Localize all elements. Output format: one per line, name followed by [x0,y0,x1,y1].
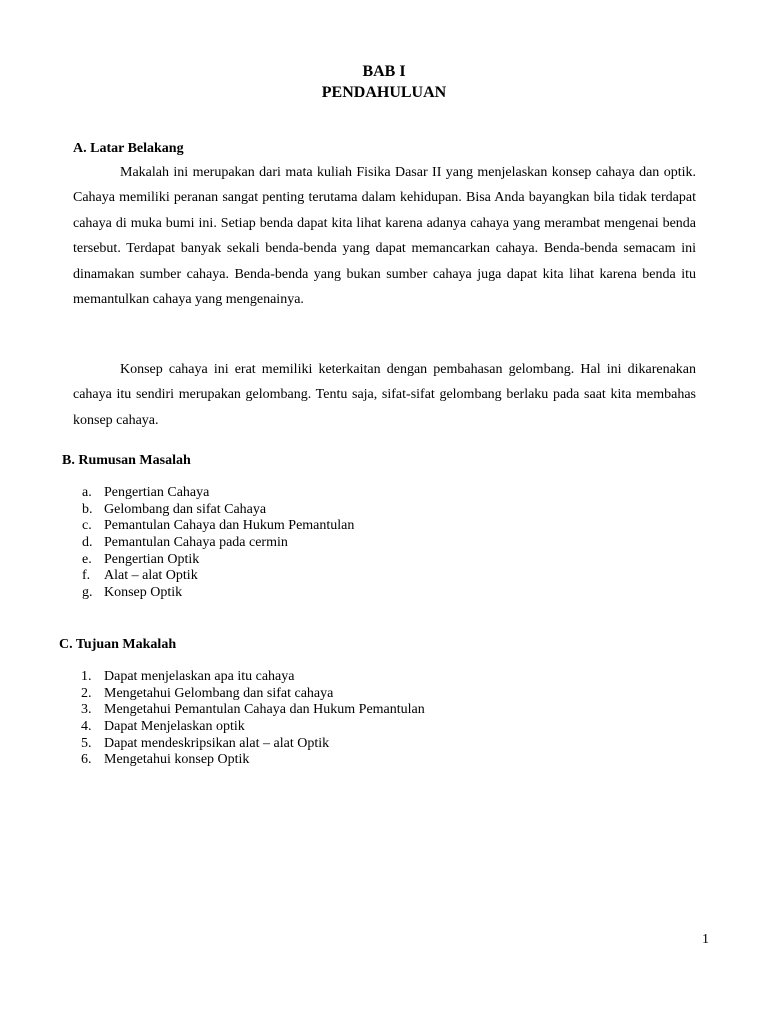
list-marker: e. [82,551,92,567]
chapter-heading [0,61,768,103]
list-marker: b. [82,501,93,517]
list-marker: f. [82,568,91,584]
list-item [0,502,768,519]
list-item-text: Dapat menjelaskan apa itu cahaya [104,669,295,684]
list-item-text: Mengetahui konsep Optik [104,752,250,768]
list-item-text: Dapat Menjelaskan optik [104,719,245,735]
section-a-heading: A. Latar Belakang [73,141,184,156]
chapter-number: BAB I [362,63,406,80]
list-item-text: Pemantulan Cahaya pada cermin [104,535,288,551]
list-item [0,518,768,535]
list-item-text: Mengetahui Pemantulan Cahaya dan Hukum Pemantulan [104,702,425,718]
list-item [0,736,768,753]
list-marker: 6. [81,752,92,768]
list-marker: d. [82,535,93,551]
chapter-title: PENDAHULUAN [321,84,447,101]
list-item [0,485,768,502]
list-item [0,702,768,719]
list-marker: c. [82,518,92,534]
list-marker: 4. [81,719,92,735]
list-item-text: Konsep Optik [104,585,183,601]
list-item-text: Pemantulan Cahaya dan Hukum Pemantulan [104,518,355,534]
list-item-text: Gelombang dan sifat Cahaya [104,501,267,517]
list-item [0,535,768,552]
problem-list [0,485,768,602]
list-marker: 3. [81,702,92,718]
list-item [0,669,768,686]
section-c-heading: C. Tujuan Makalah [59,637,177,652]
list-item [0,686,768,703]
list-item-text: Alat – alat Optik [104,568,198,584]
list-item-text: Dapat mendeskripsikan alat – alat Optik [104,735,330,751]
list-marker: 1. [81,669,92,684]
list-item-text: Pengertian Cahaya [104,485,210,500]
section-a-paragraph-1: Makalah ini merupakan dari mata kuliah Fisika Dasar II yang menjelaskan konsep cahaya dan optik. Cahaya memiliki peranan sangat penting terutama dalam kehidupan. Bisa Anda bayangkan bila tidak terdapat cahaya di muka bumi ini. Setiap benda dapat kita lihat karena adanya cahaya yang merambat mengenai benda tersebut. Terdapat banyak sekali benda-benda yang dapat memancarkan cahaya. Benda-benda semacam ini dinamakan sumber cahaya. Benda-benda yang bukan sumber cahaya juga dapat kita lihat karena benda itu memantulkan cahaya yang mengenainya. [73,165,696,308]
objective-list [0,669,768,769]
list-item [0,552,768,569]
list-item [0,752,768,769]
page-number: 1 [702,932,709,947]
list-item-text: Mengetahui Gelombang dan sifat cahaya [104,685,334,701]
list-marker: 2. [81,685,92,701]
list-marker: 5. [81,735,92,751]
list-item [0,585,768,602]
list-marker: a. [82,485,92,500]
list-item-text: Pengertian Optik [104,551,200,567]
section-a-paragraph-2: Konsep cahaya ini erat memiliki keterkaitan dengan pembahasan gelombang. Hal ini dikarenakan cahaya itu sendiri merupakan gelombang. Tentu saja, sifat-sifat gelombang berlaku pada saat kita membahas konsep cahaya. [73,362,696,428]
list-item [0,719,768,736]
list-marker: g. [82,585,93,601]
section-b-heading: B. Rumusan Masalah [62,453,191,468]
list-item [0,568,768,585]
